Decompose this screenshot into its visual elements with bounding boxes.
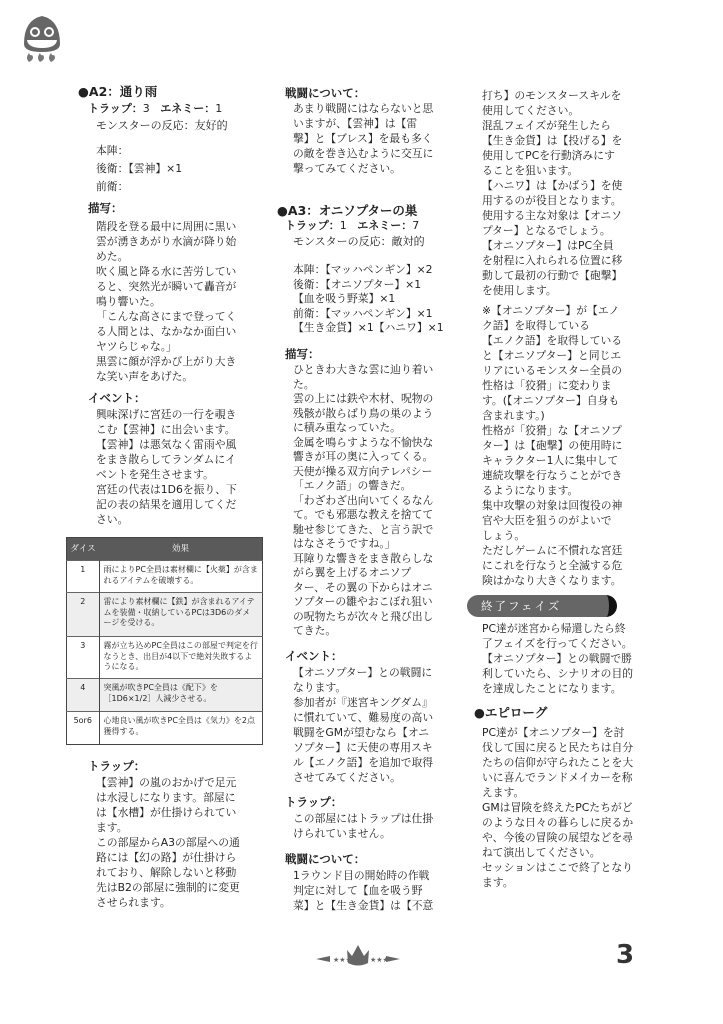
a3-event-heading: イベント：	[285, 649, 343, 663]
text-line: 路には【幻の路】が仕掛けら	[96, 851, 237, 864]
table-header-row	[67, 538, 263, 561]
table-row	[67, 593, 263, 637]
text-line: はなさそうですね。」	[293, 537, 396, 550]
text-line: この部屋にはトラップは仕掛	[293, 812, 434, 825]
text-line: GMは冒険を終えたPCたちがど	[482, 801, 633, 814]
text-line: を達成したことになります。	[482, 682, 622, 695]
text-line: セッションはここで終了となり	[482, 861, 633, 874]
text-line: 連続攻撃を行なうことができ	[482, 469, 623, 482]
text-line: のような日々の暮らしに戻るか	[482, 816, 634, 829]
text-line: 利していたら、シナリオの目的	[482, 667, 634, 680]
end-phase-text	[482, 621, 633, 696]
svg-text:★★★: ★★★	[370, 956, 389, 964]
text-line: に慣れていて、難易度の高い	[293, 711, 434, 724]
a2-desc-heading: 描写：	[88, 201, 123, 215]
crown-ornament-icon	[316, 943, 400, 967]
text-line: 打ち】のモンスタースキルを	[482, 89, 622, 102]
text-line: 宮廷の代表は1D6を振り、下	[96, 483, 237, 496]
header-effect: 効果	[99, 538, 263, 561]
a3-description	[293, 363, 433, 639]
text-line: は【水槽】が仕掛けられてい	[96, 806, 237, 819]
a2-event	[96, 407, 237, 527]
text-line: 用するのが役目となります。	[482, 194, 622, 207]
text-line: プター】となるでしょう。	[482, 224, 611, 237]
text-line: 【オニソプター】との戦闘で勝	[482, 652, 632, 665]
text-line: 黒雲に顔が浮かび上がり大き	[96, 355, 237, 368]
text-line: ます。	[96, 821, 128, 834]
header-dice: ダイス	[67, 538, 100, 561]
text-line: ヤツらじゃな。」	[96, 340, 177, 353]
text-line: 判定に対して【血を吸う野	[293, 884, 423, 897]
text-line: あまり戦闘にはならないと思	[293, 102, 434, 115]
text-line: いますが、【雲神】は【雷	[293, 117, 418, 130]
text-line: を使用します。	[482, 284, 557, 297]
text-line: 本陣：	[96, 144, 129, 157]
text-line: をまき散らしてランダムにイ	[96, 453, 236, 466]
text-line: いに喜んでランドメイカーを称	[482, 771, 633, 784]
text-line: るようになります。	[482, 484, 579, 497]
text-line: 「わざわざ出向いてくるなん	[293, 493, 434, 507]
text-line: に積み重なっていた。	[293, 421, 401, 434]
text-line: 記の表の結果を適用してくだ	[96, 498, 237, 511]
effect-text: 霧が立ち込めPC全員はこの部屋で判定を行なうとき、出目が4以下で絶対失敗するようになる。	[99, 637, 263, 679]
text-line: 耳障りな響きをまき散らしな	[293, 551, 434, 565]
text-line: ると、突然光が瞬いて轟音が	[96, 280, 237, 293]
effect-text: 雷により素材欄に【鉄】が含まれるアイテムを装備・収納しているPCは3D6のダメージを受ける。	[99, 593, 263, 637]
text-line: けられていません。	[293, 827, 391, 840]
text-line: ただしゲームに不慣れな宮廷	[482, 544, 623, 557]
text-line: 【オニソプター】はPC全員	[482, 239, 614, 252]
page-number: 3	[616, 940, 635, 970]
text-line: 馳せ参じてきた、と言う訳で	[293, 522, 434, 536]
text-line: 【オニソプター】との戦闘に	[293, 666, 433, 679]
text-line: 【雲神】の嵐のおかげで足元	[96, 776, 237, 789]
text-line: なります。	[293, 681, 347, 694]
text-line: 戦闘をGMが望むなら【オニ	[293, 726, 430, 739]
text-line: 撃】と【ブレス】を最も多く	[293, 132, 433, 145]
a2-event-heading: イベント：	[88, 391, 146, 405]
text-line: す。(【オニソプター】自身も	[482, 394, 620, 407]
text-line: しょう。	[482, 529, 526, 542]
trap-value: 1	[339, 219, 347, 232]
text-line: ル【エノク語】を追加で取得	[293, 756, 434, 769]
text-line: て。でも邪悪な教えを捨てて	[293, 508, 434, 521]
enemy-value: 7	[412, 219, 420, 232]
text-line: ます。	[482, 876, 514, 889]
dice-value: 5or6	[67, 712, 100, 745]
text-line: 【生き金貨】は【投げる】を	[482, 134, 623, 147]
text-line: リアにいるモンスター全員の	[482, 364, 623, 377]
effect-text: 雨によりPC全員は素材欄に【火薬】が含まれるアイテムを破壊する。	[99, 561, 263, 593]
a3-formation	[293, 263, 444, 336]
text-line: 階段を登る最中に周囲に黒い	[96, 220, 237, 233]
text-line: ター、その翼の下からはオニ	[293, 580, 433, 594]
a3-battle-heading: 戦闘について：	[285, 852, 366, 866]
trap-value: 3	[142, 102, 150, 115]
epilogue-text	[482, 725, 633, 890]
text-line: 【生き金貨】×1【ハニワ】×1	[293, 321, 444, 334]
text-line: 雲が湧きあがり水滴が降り始	[96, 235, 237, 248]
text-line: 鳴り響いた。	[96, 295, 161, 308]
a3-stats	[285, 219, 419, 233]
a2-battle	[293, 101, 433, 176]
text-line: 金属を鳴らすような不愉快な	[293, 435, 434, 449]
text-line: 険はかなり大きくなります。	[482, 574, 622, 587]
text-line: ※【オニソプター】が【エノ	[482, 304, 620, 317]
text-line: れており、解除しないと移動	[96, 866, 237, 879]
text-line: 「エノク語」の響きだ。	[293, 479, 412, 492]
a2-battle-heading: 戦闘について：	[285, 86, 366, 100]
table-row	[67, 561, 263, 593]
dice-value: 4	[67, 679, 100, 712]
text-line: 前衛：	[96, 180, 129, 193]
enemy-label: エネミー：	[160, 102, 216, 115]
text-line: 集中攻撃の対象は回復役の神	[482, 499, 623, 512]
text-line: 菜】と【生き金貨】は【不意	[293, 899, 434, 912]
text-line: 動して最初の行動で【砲撃】	[482, 269, 623, 282]
text-line: 雲の上には鉄や木材、呪物の	[293, 392, 434, 405]
text-line: PC達が迷宮から帰還したら終	[482, 622, 626, 635]
text-line: た。	[293, 377, 315, 391]
text-line: 後衛：【雲神】×1	[96, 162, 183, 175]
text-line: 使用してPCを行動済みにす	[482, 149, 615, 162]
text-line: 【ハニワ】は【かばう】を使	[482, 179, 623, 192]
text-line: 本陣：【マッハペンギン】×2	[293, 263, 433, 276]
text-line: な笑い声をあげた。	[96, 370, 194, 383]
a2-stats	[88, 102, 222, 116]
text-line: 性格が「狡猾」な【オニソプ	[482, 424, 622, 437]
text-line: 参加者が『迷宮キングダム』	[293, 696, 433, 709]
text-line: 1ラウンド目の開始時の作戦	[293, 869, 430, 882]
text-line: ター】は【砲撃】の使用時に	[482, 439, 623, 452]
text-line: 混乱フェイズが発生したら	[482, 119, 611, 132]
text-line: キャラクター1人に集中して	[482, 454, 619, 467]
text-line: めた。	[96, 250, 129, 263]
a3-battle	[293, 868, 433, 913]
text-line: 後衛：【オニソプター】×1	[293, 277, 422, 291]
text-line: 響きが耳の奥に入ってくる。	[293, 450, 434, 463]
text-line: は水浸しになります。部屋に	[96, 791, 236, 804]
enemy-label: エネミー：	[357, 219, 413, 232]
table-row	[67, 712, 263, 745]
dice-value: 3	[67, 637, 100, 679]
text-line: ソプターの雛やおこぼれ狙い	[293, 595, 433, 608]
text-line: 吹く風と降る水に苦労してい	[96, 265, 237, 278]
dice-value: 2	[67, 593, 100, 637]
effect-text: 突風が吹きPC全員は《配下》を［1D6×1/2］人減少させる。	[99, 679, 263, 712]
text-line: ねて演出してください。	[482, 846, 601, 859]
text-line: 興味深げに宮廷の一行を覗き	[96, 408, 237, 421]
text-line: がら翼を上げるオニソプ	[293, 566, 412, 579]
text-line: 【血を吸う野菜】×1	[293, 292, 396, 305]
text-line: ベントを発生させます。	[96, 468, 214, 481]
text-line: さい。	[96, 513, 129, 526]
text-line: ソプター】に天使の専用スキ	[293, 741, 433, 754]
text-line: 【エノク語】を取得している	[482, 334, 623, 347]
text-line: 天使が操る双方向テレパシー	[293, 464, 433, 478]
a3-trap	[293, 811, 433, 841]
text-line: の敵を巻き込むように交互に	[293, 147, 434, 160]
a2-description	[96, 219, 236, 384]
a3-title: ●A3：オニソプターの巣	[277, 203, 418, 218]
a2-title: ●A2：通り雨	[78, 84, 158, 99]
text-line: ク語】を取得している	[482, 319, 590, 332]
enemy-value: 1	[215, 102, 223, 115]
text-line: を射程に入れられる位置に移	[482, 254, 623, 267]
effect-text: 心地良い風が吹きPC全員は《気力》を2点獲得する。	[99, 712, 263, 745]
text-line: 官や大臣を狙うのがよいで	[482, 514, 612, 527]
text-line: 性格は「狡猾」に変わりま	[482, 379, 612, 392]
a3-desc-heading: 描写：	[285, 347, 320, 361]
text-line: 残骸が散らばり鳥の巣のよう	[293, 406, 434, 420]
a2-reaction: モンスターの反応：友好的	[96, 119, 228, 132]
text-line: や、今後の冒険の展望などを尋	[482, 831, 633, 844]
a2-formation	[96, 142, 182, 196]
monster-head-icon	[20, 14, 64, 66]
table-row	[67, 637, 263, 679]
text-line: 【雲神】は悪気なく雷雨や風	[96, 438, 237, 451]
text-line: 「こんな高さにまで登ってく	[96, 310, 237, 323]
dice-table	[66, 537, 263, 745]
trap-label: トラップ：	[285, 219, 340, 232]
text-line: 伐して国に戻ると民たちは自分	[482, 741, 634, 754]
trap-label: トラップ：	[88, 102, 143, 115]
text-line: 使用する主な対象は【オニソ	[482, 209, 622, 222]
text-line: こむ【雲神】に出会います。	[96, 423, 236, 436]
text-line: る人間とは、なかなか面白い	[96, 325, 237, 338]
text-line: たちの信仰が守られたことを大	[482, 756, 634, 769]
text-line: ひときわ大きな雲に辿り着い	[293, 363, 434, 376]
svg-text:★★★: ★★★	[333, 956, 352, 964]
text-line: 先はB2の部屋に強制的に変更	[96, 881, 240, 894]
a3-note	[482, 303, 622, 588]
text-line: 使用してください。	[482, 104, 580, 117]
epilogue-title: ●エピローグ	[474, 705, 548, 720]
end-phase-banner: 終了フェイズ	[467, 595, 617, 617]
text-line: と【オニソプター】と同じエ	[482, 349, 622, 362]
text-line: の呪物たちが次々と飛び出し	[293, 609, 434, 623]
table-row	[67, 679, 263, 712]
text-line: この部屋からA3の部屋への通	[96, 836, 240, 849]
a3-event	[293, 665, 433, 785]
text-line: させてみてください。	[293, 771, 401, 784]
text-line: えます。	[482, 786, 525, 799]
text-line: 前衛：【マッハペンギン】×1	[293, 306, 433, 320]
text-line: てきた。	[293, 624, 337, 637]
text-line: PC達が【オニソプター】を討	[482, 726, 625, 739]
a2-trap-heading: トラップ：	[88, 759, 146, 773]
text-line: ることを狙います。	[482, 164, 579, 177]
text-line: 含まれます。)	[482, 409, 545, 422]
a3-battle-continued	[482, 88, 622, 298]
a2-trap	[96, 775, 240, 910]
dice-value: 1	[67, 561, 100, 593]
text-line: 了フェイズを行ってください。	[482, 637, 633, 650]
text-line: させられます。	[96, 896, 171, 909]
a3-reaction: モンスターの反応：敵対的	[293, 235, 425, 248]
text-line: 撃ってみてください。	[293, 162, 401, 175]
a3-trap-heading: トラップ：	[285, 795, 343, 809]
text-line: にこれを行なうと全滅する危	[482, 559, 623, 572]
